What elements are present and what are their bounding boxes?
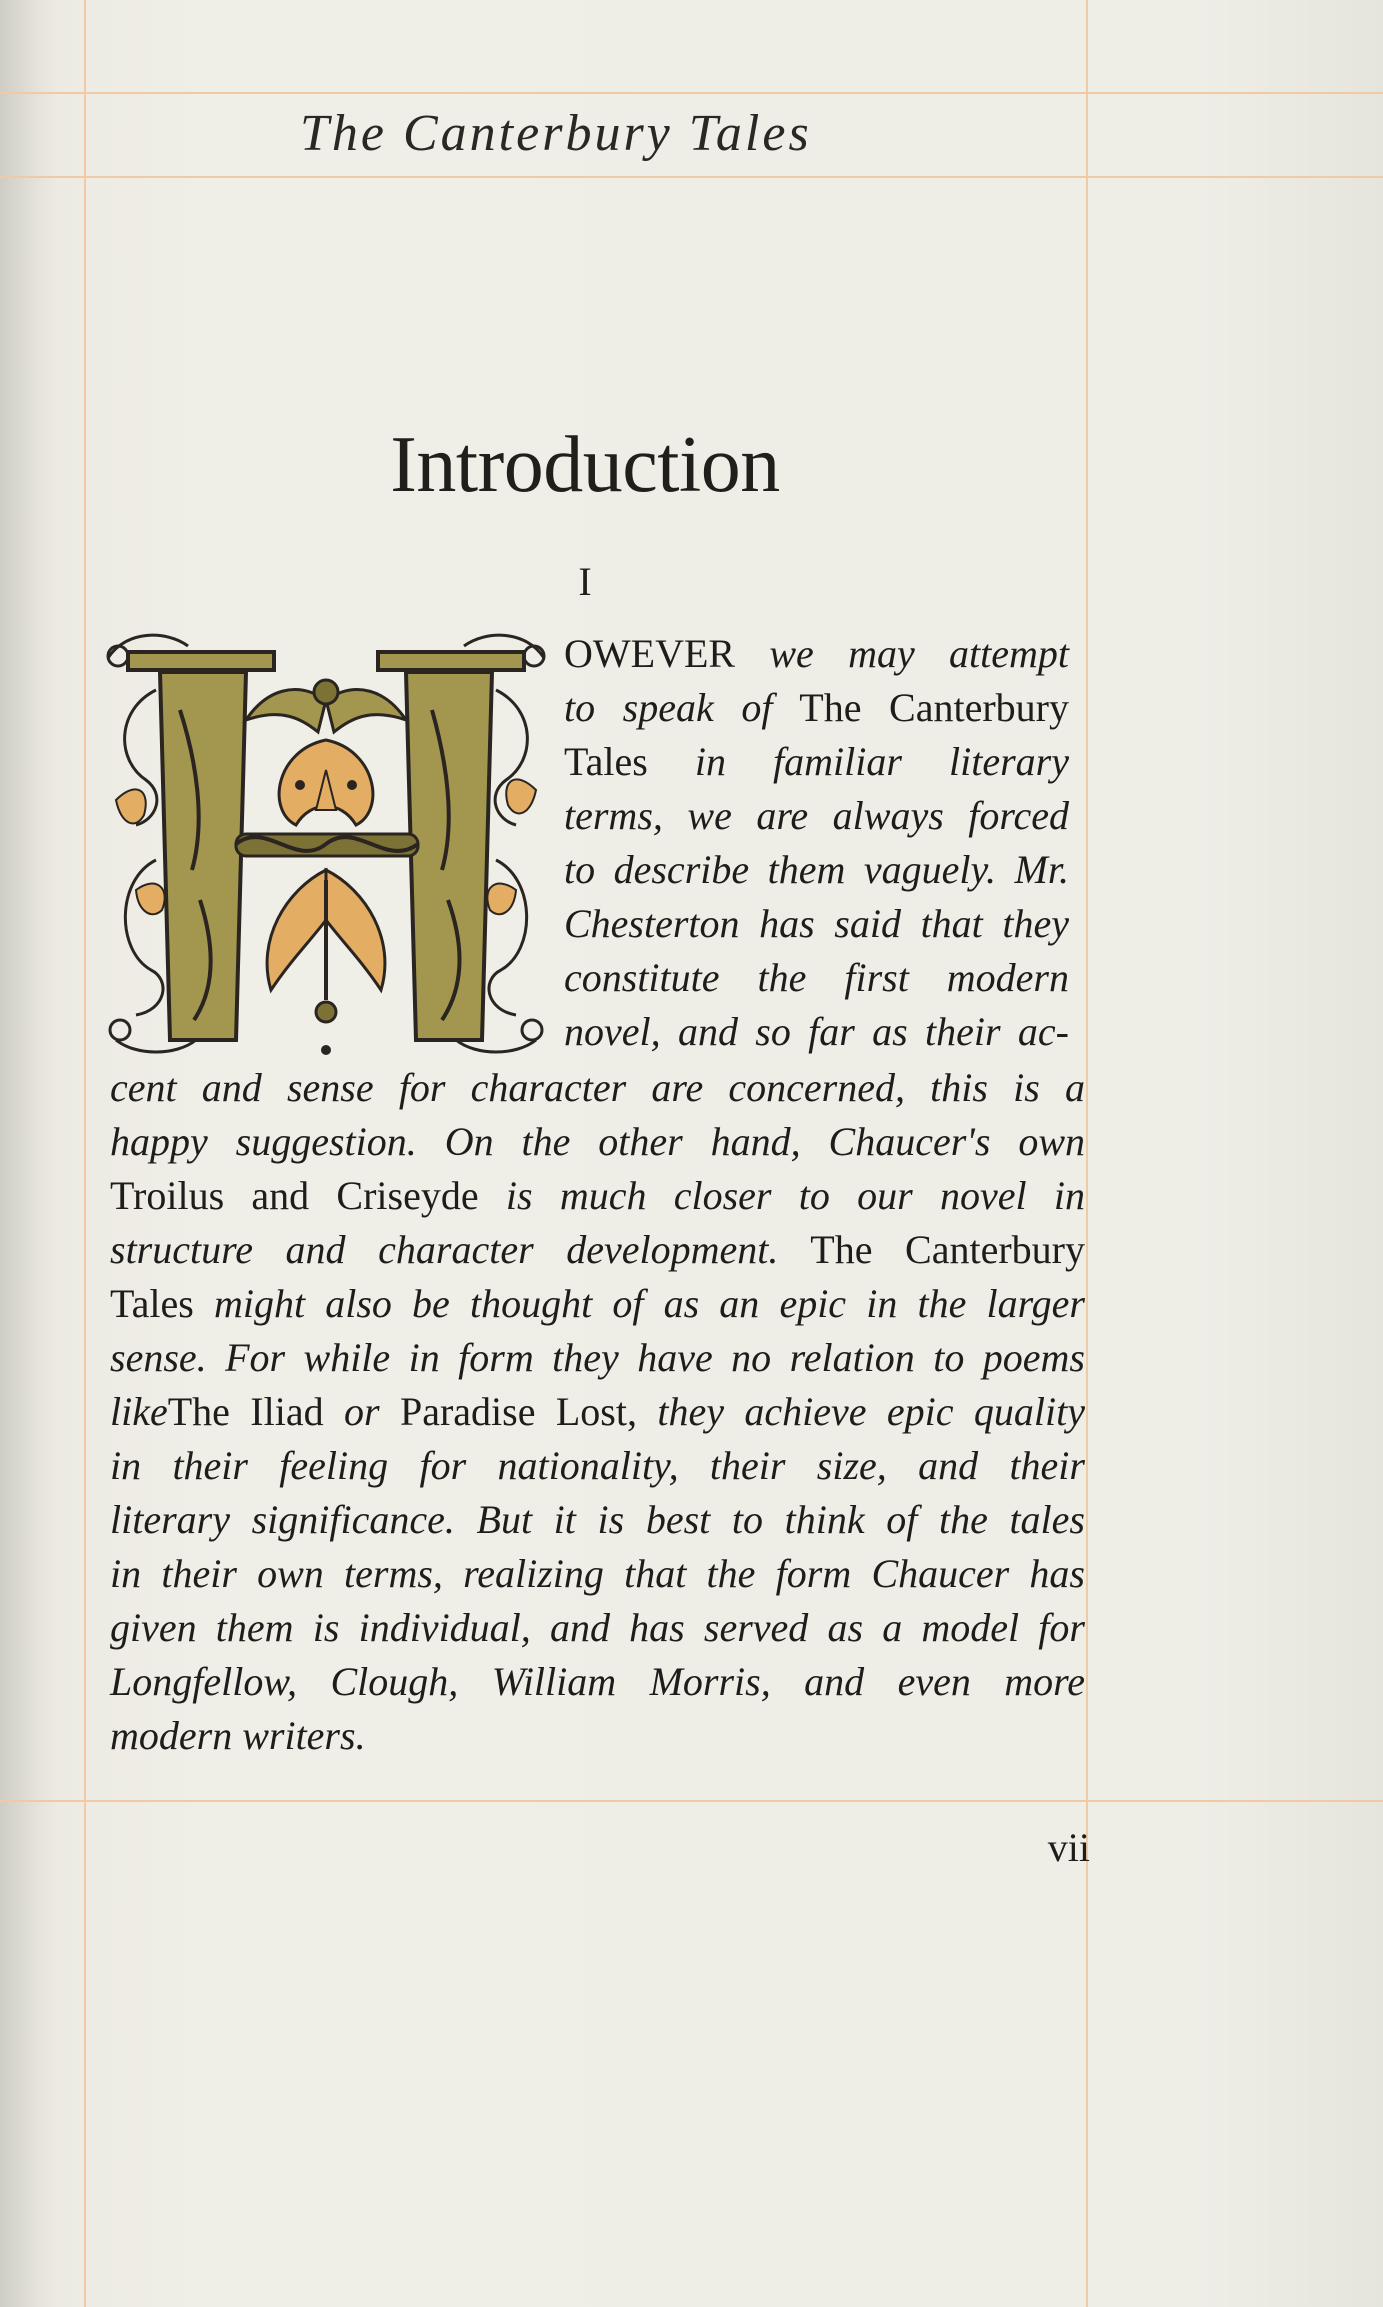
ornamental-h-initial-icon xyxy=(96,620,556,1060)
text-line-6: Chesterton has said that they xyxy=(564,901,1069,946)
guide-line-left xyxy=(84,0,86,2307)
text-line-1: OWEVER we may attempt xyxy=(564,631,1069,676)
text-line-4: terms, we are always forced xyxy=(564,793,1069,838)
page-number: vii xyxy=(1047,1825,1090,1870)
text-line-18: in their own terms, realizing that the form Chaucer has xyxy=(110,1551,1085,1596)
text-line-5: to describe them vaguely. Mr. xyxy=(564,847,1069,892)
text-line-8: novel, and so far as their ac- xyxy=(564,1009,1069,1054)
text-line-15: likeThe Iliad or Paradise Lost, they achieve epic quality xyxy=(110,1389,1085,1434)
text-line-21: modern writers. xyxy=(110,1713,366,1758)
text-line-9: cent and sense for character are concerned, this is a xyxy=(110,1065,1085,1110)
guide-line-right xyxy=(1086,0,1088,2307)
text-line-13: Tales might also be thought of as an epic in the larger xyxy=(110,1281,1085,1326)
text-line-2: to speak of The Canterbury xyxy=(564,685,1069,730)
text-line-17: literary significance. But it is best to think of the tales xyxy=(110,1497,1085,1542)
text-line-16: in their feeling for nationality, their size, and their xyxy=(110,1443,1085,1488)
text-line-12: structure and character development. The Canterbury xyxy=(110,1227,1085,1272)
text-line-7: constitute the first modern xyxy=(564,955,1069,1000)
text-line-20: Longfellow, Clough, William Morris, and even more xyxy=(110,1659,1085,1704)
text-line-14: sense. For while in form they have no relation to poems xyxy=(110,1335,1085,1380)
guide-line-head xyxy=(0,176,1383,178)
running-head: The Canterbury Tales xyxy=(300,105,812,162)
chapter-title: Introduction xyxy=(390,421,780,509)
guide-line-foot xyxy=(0,1800,1383,1802)
text-line-11: Troilus and Criseyde is much closer to our novel in xyxy=(110,1173,1085,1218)
text-line-19: given them is individual, and has served as a model for xyxy=(110,1605,1085,1650)
text-line-10: happy suggestion. On the other hand, Chaucer's own xyxy=(110,1119,1085,1164)
guide-line-top xyxy=(0,92,1383,94)
text-line-3: Tales in familiar literary xyxy=(564,739,1069,784)
gutter-shadow xyxy=(0,0,60,2307)
section-number: I xyxy=(578,559,592,604)
